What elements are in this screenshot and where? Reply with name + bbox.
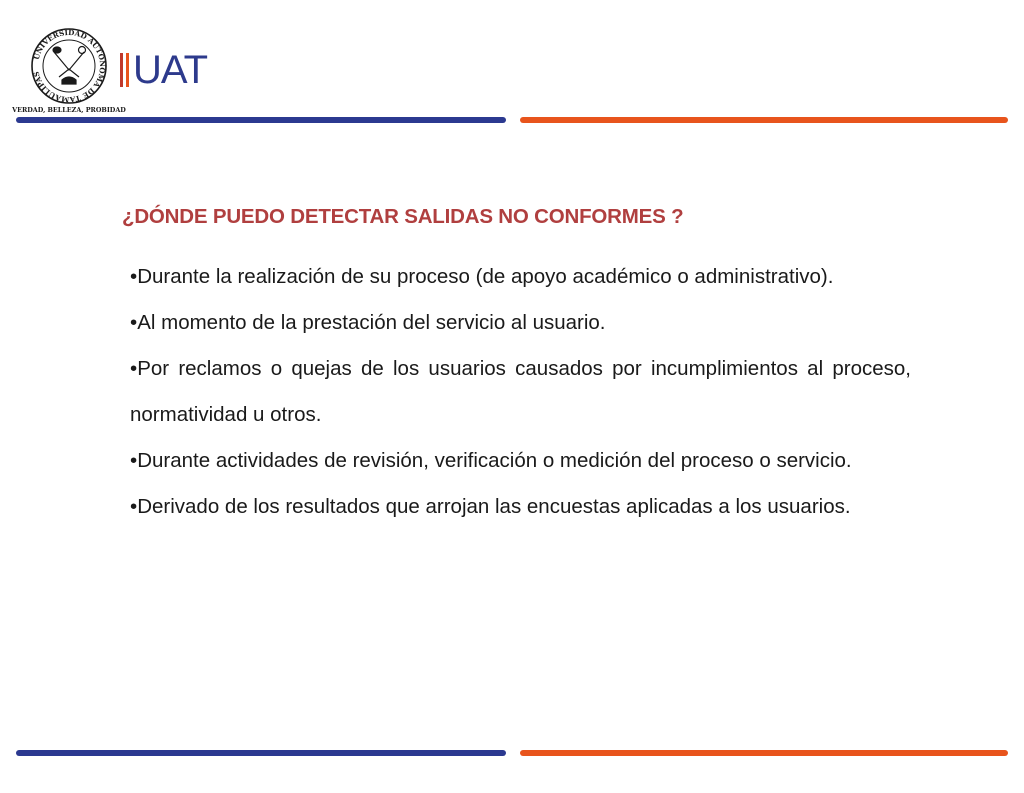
uat-logo-text: UAT bbox=[133, 48, 208, 92]
slide-title: ¿DÓNDE PUEDO DETECTAR SALIDAS NO CONFORMES ? bbox=[122, 205, 684, 228]
bottom-rule-navy bbox=[16, 750, 506, 756]
top-rule-navy bbox=[16, 117, 506, 123]
bullet-item: • Derivado de los resultados que arrojan las encuestas aplicadas a los usuarios. bbox=[130, 484, 911, 530]
bullet-item: • Durante actividades de revisión, verificación o medición del proceso o servicio. bbox=[130, 438, 911, 484]
seal-motto: VERDAD, BELLEZA, PROBIDAD bbox=[12, 106, 126, 114]
bottom-rule-orange bbox=[520, 750, 1008, 756]
bullet-item: • Por reclamos o quejas de los usuarios causados por incumplimientos al proceso, normatividad u otros. bbox=[130, 346, 911, 438]
bullet-item: • Al momento de la prestación del servicio al usuario. bbox=[130, 300, 911, 346]
uat-logo bbox=[120, 50, 207, 90]
university-seal-logo bbox=[10, 22, 128, 114]
bullet-item: • Durante la realización de su proceso (de apoyo académico o administrativo). bbox=[130, 254, 911, 300]
bullet-list bbox=[130, 254, 911, 530]
seal-ring-text: UNIVERSIDAD AUTONOMA DE TAMAULIPAS bbox=[31, 27, 108, 105]
top-rule-orange bbox=[520, 117, 1008, 123]
uat-logo-bars bbox=[120, 53, 129, 87]
